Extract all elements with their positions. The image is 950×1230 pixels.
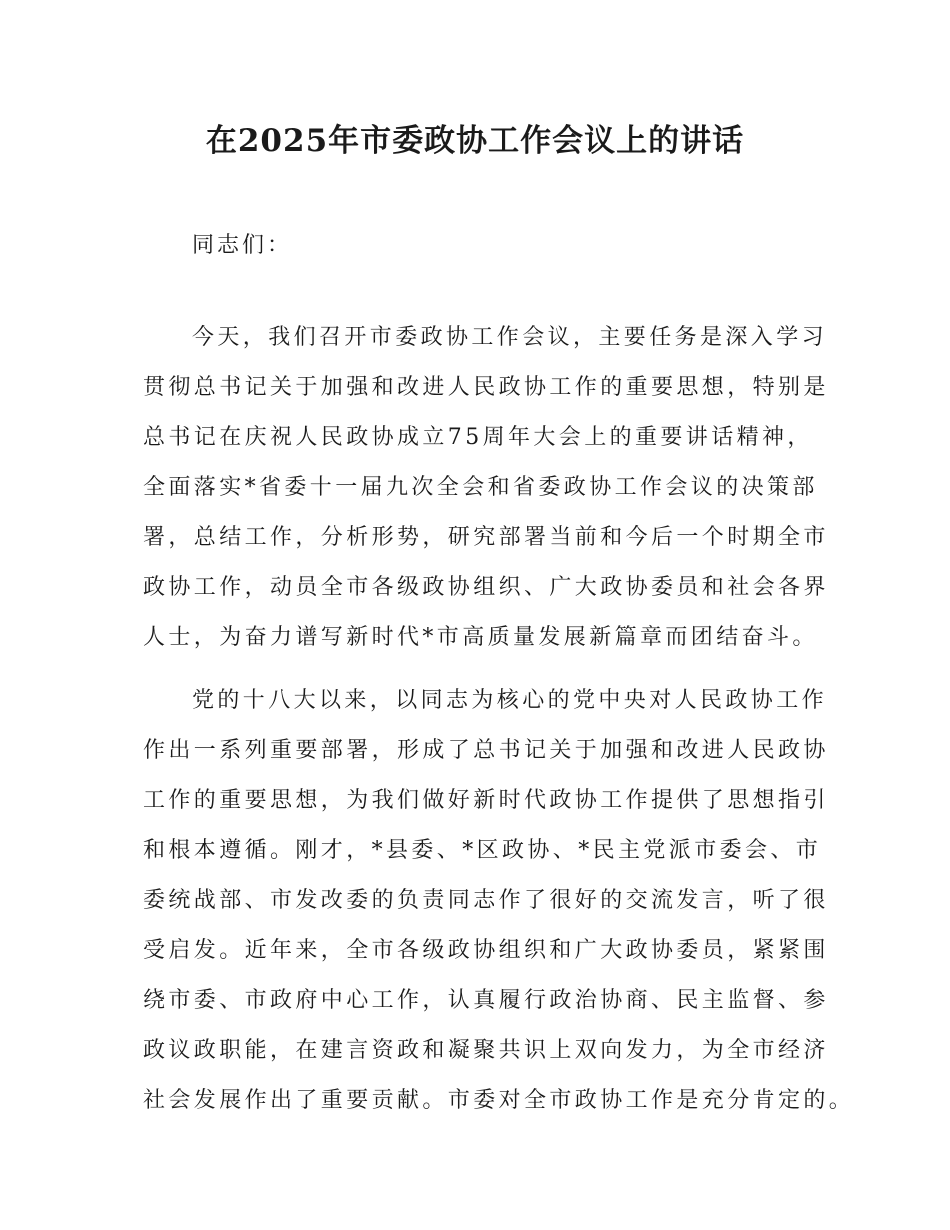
paragraph-line: 和根本遵循。刚才，*县委、*区政协、*民主党派市委会、市 <box>143 838 822 863</box>
salutation: 同志们： <box>192 233 293 258</box>
paragraph-line: 全面落实*省委十一届九次全会和省委政协工作会议的决策部 <box>143 475 818 500</box>
paragraph-line: 工作的重要思想，为我们做好新时代政协工作提供了思想指引 <box>143 788 829 813</box>
paragraph-line: 委统战部、市发改委的负责同志作了很好的交流发言，听了很 <box>143 888 829 913</box>
paragraph-line: 贯彻总书记关于加强和改进人民政协工作的重要思想，特别是 <box>143 375 829 400</box>
paragraph-line: 党的十八大以来，以同志为核心的党中央对人民政协工作 <box>192 688 828 713</box>
paragraph-line: 人士，为奋力谱写新时代*市高质量发展新篇章而团结奋斗。 <box>143 625 818 650</box>
paragraph-line: 绕市委、市政府中心工作，认真履行政治协商、民主监督、参 <box>143 988 829 1013</box>
document-title: 在2025年市委政协工作会议上的讲话 <box>205 123 745 159</box>
paragraph-line: 政协工作，动员全市各级政协组织、广大政协委员和社会各界 <box>143 575 829 600</box>
paragraph-line: 总书记在庆祝人民政协成立75周年大会上的重要讲话精神， <box>143 425 813 450</box>
paragraph-line: 社会发展作出了重要贡献。市委对全市政协工作是充分肯定的。 <box>143 1088 855 1113</box>
paragraph-line: 署，总结工作，分析形势，研究部署当前和今后一个时期全市 <box>143 525 829 550</box>
paragraph-line: 政议政职能，在建言资政和凝聚共识上双向发力，为全市经济 <box>143 1038 829 1063</box>
paragraph-line: 今天，我们召开市委政协工作会议，主要任务是深入学习 <box>192 325 828 350</box>
paragraph-line: 作出一系列重要部署，形成了总书记关于加强和改进人民政协 <box>143 738 829 763</box>
paragraph-line: 受启发。近年来，全市各级政协组织和广大政协委员，紧紧围 <box>143 938 829 963</box>
